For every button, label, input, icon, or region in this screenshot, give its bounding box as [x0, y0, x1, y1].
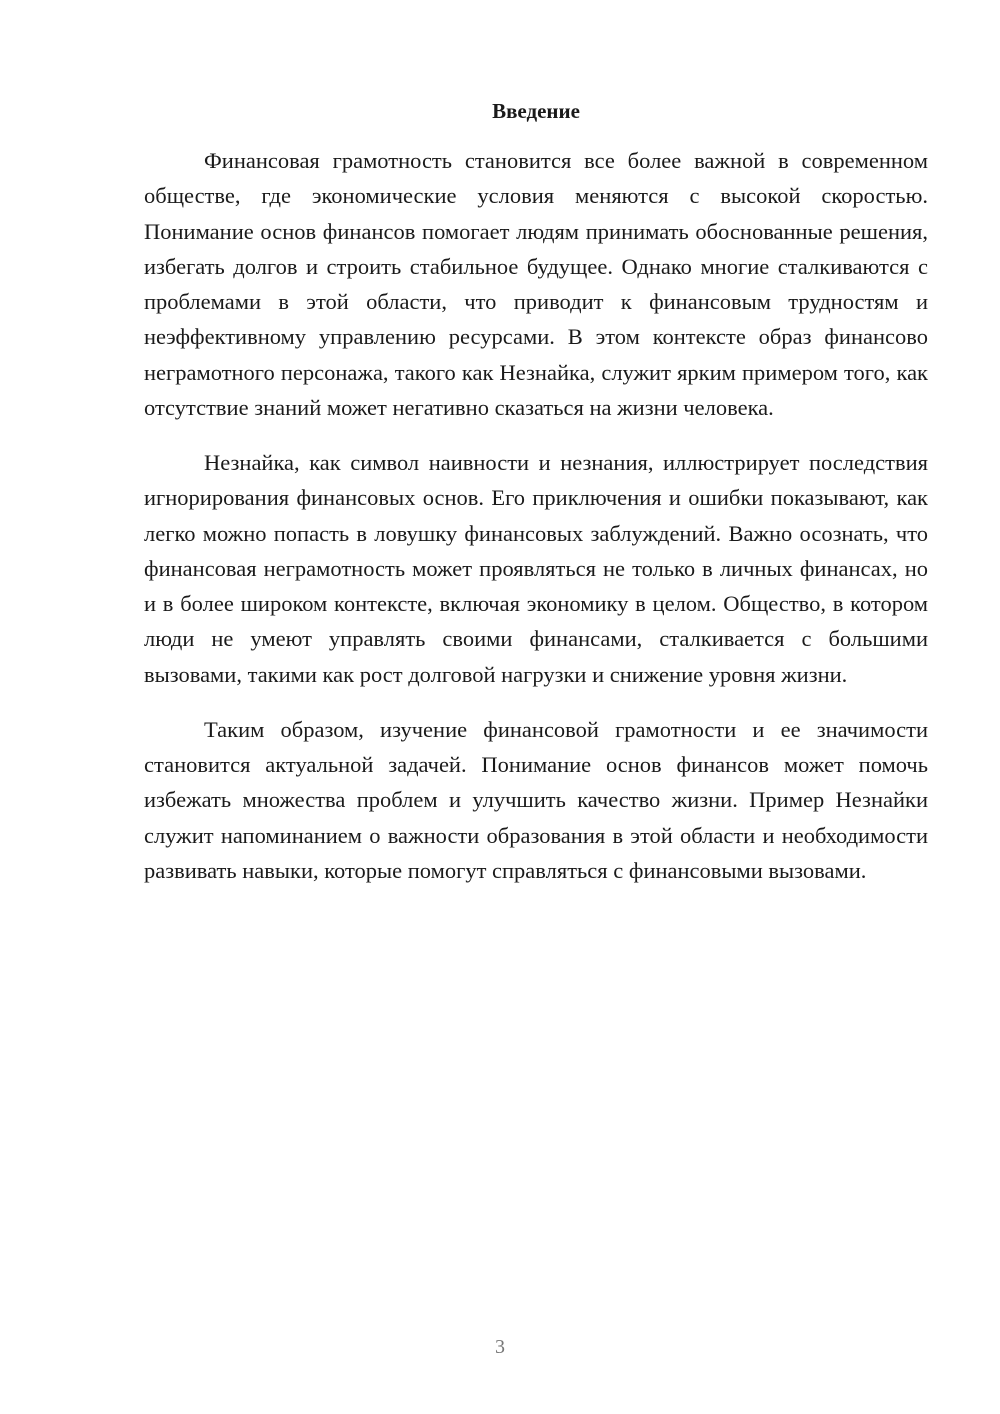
- paragraph-3: Таким образом, изучение финансовой грамотности и ее значимости становится актуальной задачей. Понимание основ финансов может помочь избежать множества проблем и улучшить качество жизни. Пример Незнайки служит напоминанием о важности образования в этой области и необходимости развивать навыки, которые помогут справляться с финансовыми вызовами.: [144, 716, 928, 883]
- section-heading: Введение: [492, 99, 580, 123]
- paragraph-1: Финансовая грамотность становится все более важной в современном обществе, где экономические условия меняются с высокой скоростью. Понимание основ финансов помогает людям принимать обоснованные решения, избегать долгов и строить стабильное будущее. Однако многие сталкиваются с проблемами в этой области, что приводит к финансовым трудностям и неэффективному управлению ресурсами. В этом контексте образ финансово неграмотного персонажа, такого как Незнайка, служит ярким примером того, как отсутствие знаний может негативно сказаться на жизни человека.: [144, 148, 928, 420]
- page-content: [144, 96, 928, 888]
- page-number: 3: [495, 1336, 505, 1358]
- paragraph-2: Незнайка, как символ наивности и незнания, иллюстрирует последствия игнорирования финансовых основ. Его приключения и ошибки показывают, как легко можно попасть в ловушку финансовых заблуждений. Важно осознать, что финансовая неграмотность может проявляться не только в личных финансах, но и в более широком контексте, включая экономику в целом. Общество, в котором люди не умеют управлять своими финансами, сталкивается с большими вызовами, такими как рост долговой нагрузки и снижение уровня жизни.: [144, 450, 928, 687]
